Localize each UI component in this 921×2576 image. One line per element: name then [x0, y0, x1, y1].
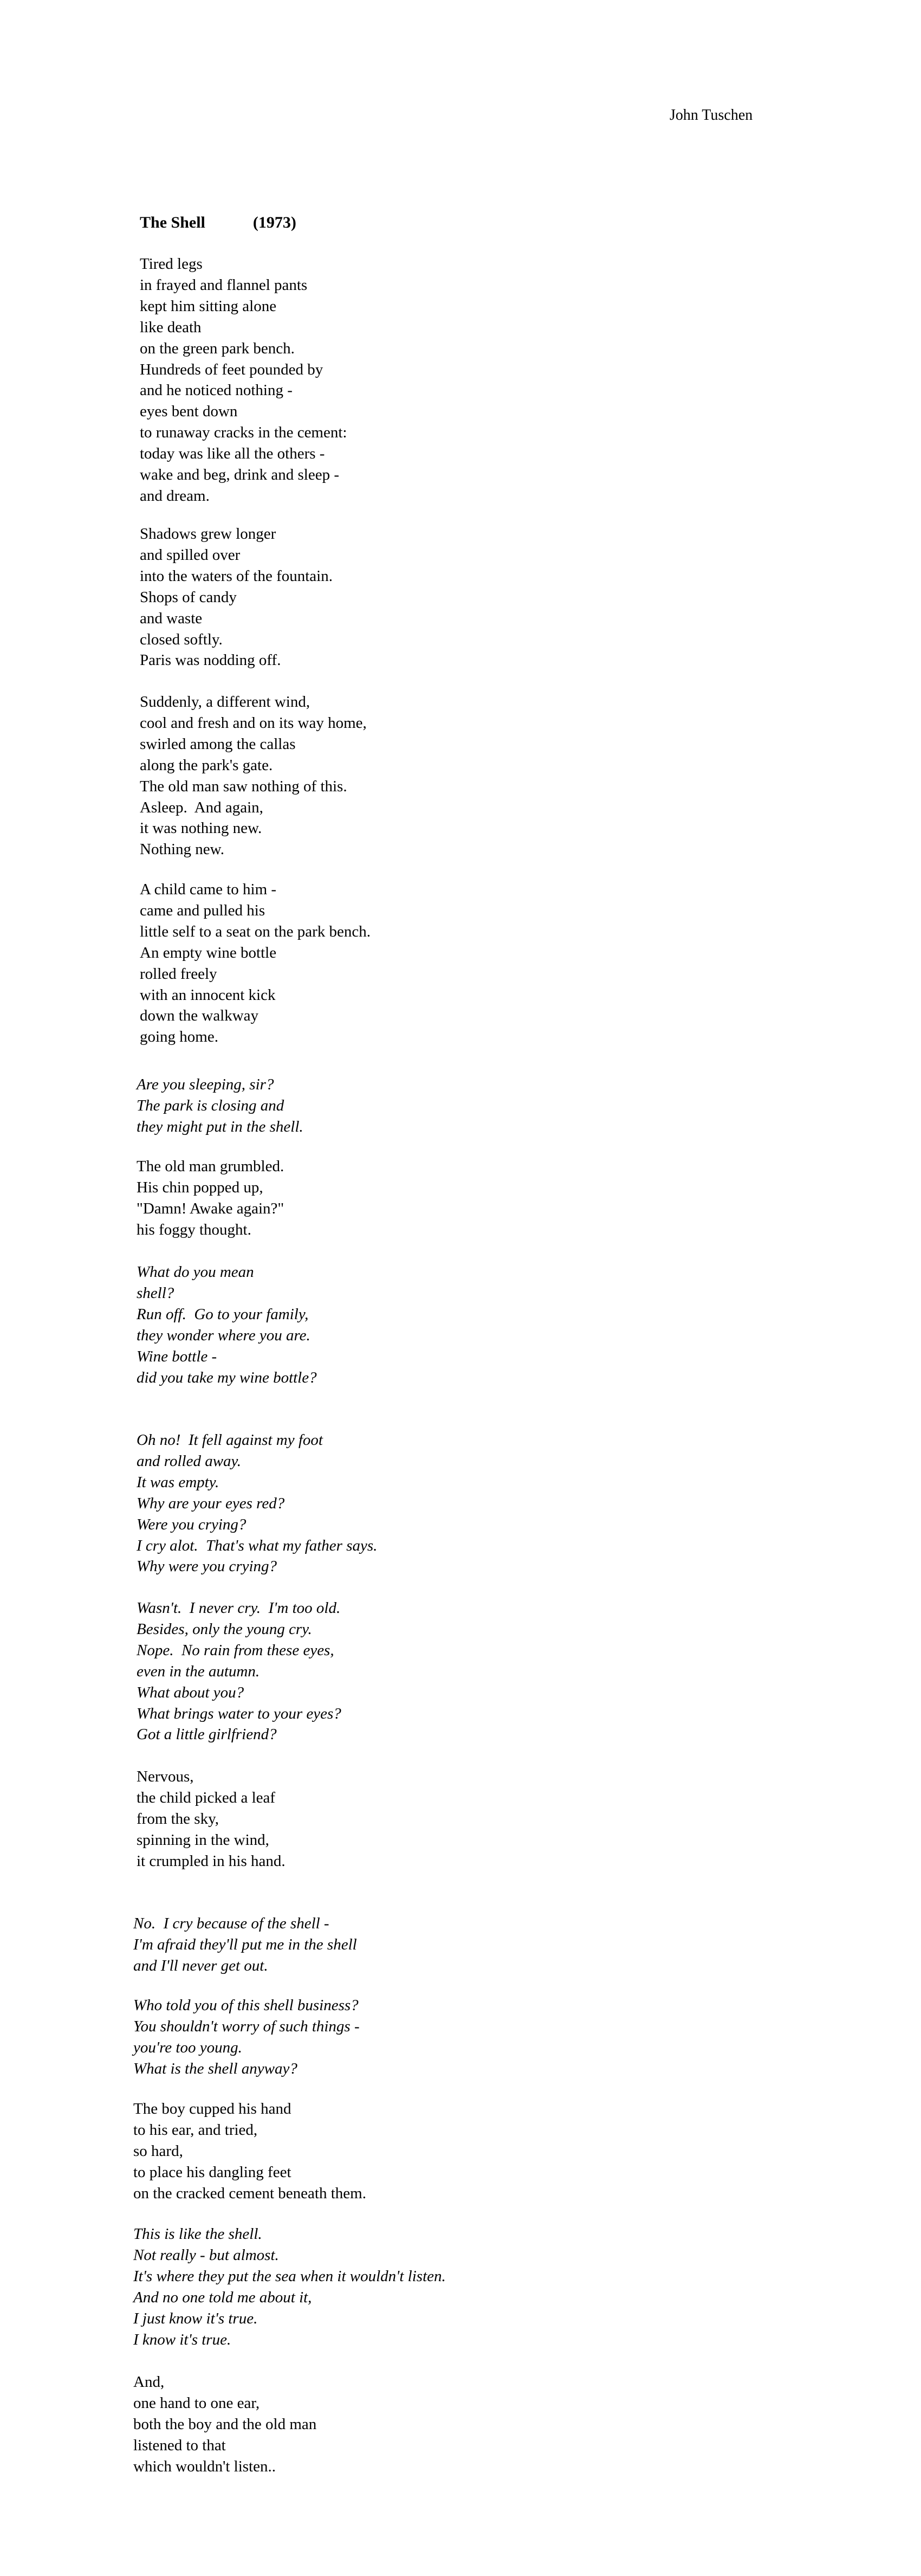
- poem-line: going home.: [140, 1028, 218, 1046]
- poem-line: Nothing new.: [140, 841, 224, 858]
- poem-line: to place his dangling feet: [133, 2163, 291, 2181]
- poem-line: What about you?: [137, 1683, 244, 1701]
- poem-line: Paris was nodding off.: [140, 651, 281, 669]
- poem-line: The old man grumbled.: [137, 1158, 284, 1175]
- poem-line: What do you mean: [137, 1263, 254, 1281]
- poem-line: What brings water to your eyes?: [137, 1705, 341, 1722]
- poem-line: The boy cupped his hand: [133, 2100, 291, 2117]
- poem-line: one hand to one ear,: [133, 2394, 260, 2412]
- stanza: [133, 2372, 316, 2477]
- poem-line: in frayed and flannel pants: [140, 276, 308, 294]
- poem-line: and dream.: [140, 487, 210, 505]
- poem-line: so hard,: [133, 2142, 183, 2160]
- poem-line: Not really - but almost.: [133, 2246, 279, 2264]
- poem-line: Got a little girlfriend?: [137, 1726, 277, 1744]
- poem-line: and rolled away.: [137, 1452, 242, 1470]
- poem-line: both the boy and the old man: [133, 2415, 317, 2433]
- poem-line: I cry alot. That's what my father says.: [137, 1536, 378, 1554]
- poem-line: No. I cry because of the shell -: [133, 1915, 329, 1932]
- poem-line: it was nothing new.: [140, 819, 262, 837]
- poem-line: like death: [140, 318, 202, 336]
- poem-line: came and pulled his: [140, 901, 265, 919]
- poem-line: I know it's true.: [133, 2330, 231, 2348]
- poem-line: wake and beg, drink and sleep -: [140, 466, 340, 484]
- stanza: [137, 1156, 284, 1241]
- poem-line: little self to a seat on the park bench.: [140, 922, 371, 940]
- poem-line: rolled freely: [140, 965, 217, 983]
- poem-line: closed softly.: [140, 630, 223, 648]
- poem-line: on the green park bench.: [140, 339, 295, 357]
- poem-line: and spilled over: [140, 546, 241, 564]
- stanza: [133, 2224, 446, 2350]
- poem-line: to his ear, and tried,: [133, 2121, 258, 2139]
- stanza: [137, 1598, 341, 1745]
- poem-line: swirled among the callas: [140, 735, 296, 753]
- poem-line: and waste: [140, 609, 203, 627]
- poem-title: The Shell: [140, 214, 205, 231]
- poem-line: did you take my wine bottle?: [137, 1368, 317, 1386]
- poem-line: shell?: [137, 1284, 174, 1302]
- author-name: John Tuschen: [670, 107, 753, 124]
- poem-line: with an innocent kick: [140, 986, 276, 1004]
- poem-line: today was like all the others -: [140, 445, 325, 463]
- poem-line: Suddenly, a different wind,: [140, 693, 310, 711]
- stanza: [133, 2099, 366, 2204]
- poem-line: I'm afraid they'll put me in the shell: [133, 1935, 357, 1953]
- stanza: [140, 524, 333, 671]
- poem-line: Who told you of this shell business?: [133, 1997, 359, 2014]
- poem-line: Why were you crying?: [137, 1558, 277, 1576]
- poem-line: It's where they put the sea when it wouldn't listen.: [133, 2267, 446, 2285]
- poem-line: and he noticed nothing -: [140, 382, 293, 399]
- poem-line: His chin popped up,: [137, 1178, 263, 1196]
- poem-line: Besides, only the young cry.: [137, 1620, 312, 1638]
- poem-line: This is like the shell.: [133, 2225, 262, 2243]
- poem-line: The park is closing and: [137, 1096, 284, 1114]
- poem-line: even in the autumn.: [137, 1662, 260, 1680]
- poem-line: Were you crying?: [137, 1515, 247, 1533]
- stanza: [140, 254, 347, 507]
- poem-line: Shadows grew longer: [140, 525, 276, 543]
- poem-line: Asleep. And again,: [140, 798, 263, 816]
- poem-line: "Damn! Awake again?": [137, 1199, 284, 1217]
- poem-line: the child picked a leaf: [137, 1789, 276, 1806]
- poem-line: you're too young.: [133, 2038, 242, 2056]
- poem-line: along the park's gate.: [140, 756, 273, 774]
- poem-line: listened to that: [133, 2436, 226, 2454]
- poem-line: into the waters of the fountain.: [140, 567, 333, 585]
- poem-line: Are you sleeping, sir?: [137, 1076, 274, 1093]
- poem-line: An empty wine bottle: [140, 944, 277, 961]
- poem-line: Why are your eyes red?: [137, 1494, 285, 1512]
- poem-title-row: [140, 214, 296, 232]
- poem-line: his foggy thought.: [137, 1221, 251, 1238]
- stanza: [133, 1913, 357, 1977]
- poem-line: Wine bottle -: [137, 1347, 217, 1365]
- poem-line: Hundreds of feet pounded by: [140, 360, 323, 378]
- poem-line: What is the shell anyway?: [133, 2059, 297, 2077]
- poem-line: Nervous,: [137, 1768, 194, 1785]
- stanza: [137, 1766, 286, 1872]
- poem-line: on the cracked cement beneath them.: [133, 2184, 366, 2202]
- poem-line: eyes bent down: [140, 403, 238, 421]
- stanza: [133, 1995, 360, 2080]
- poem-line: spinning in the wind,: [137, 1831, 269, 1849]
- stanza: [137, 1430, 377, 1577]
- poem-line: from the sky,: [137, 1810, 219, 1828]
- stanza: [140, 879, 371, 1048]
- poem-line: Oh no! It fell against my foot: [137, 1431, 323, 1449]
- poem-line: and I'll never get out.: [133, 1957, 268, 1974]
- poem-line: The old man saw nothing of this.: [140, 777, 347, 795]
- poem-line: You shouldn't worry of such things -: [133, 2017, 360, 2035]
- poem-line: I just know it's true.: [133, 2309, 258, 2327]
- poem-line: they might put in the shell.: [137, 1118, 303, 1135]
- poem-line: which wouldn't listen..: [133, 2457, 276, 2475]
- stanza: [137, 1074, 303, 1138]
- stanza: [140, 692, 367, 860]
- poem-line: they wonder where you are.: [137, 1326, 310, 1344]
- poem-year: (1973): [252, 214, 296, 231]
- poem-line: kept him sitting alone: [140, 297, 277, 315]
- poem-line: Run off. Go to your family,: [137, 1305, 309, 1323]
- poem-line: Wasn't. I never cry. I'm too old.: [137, 1599, 341, 1617]
- poem-line: it crumpled in his hand.: [137, 1852, 286, 1870]
- poem-line: It was empty.: [137, 1473, 219, 1491]
- poem-line: Shops of candy: [140, 588, 237, 606]
- poem-line: down the walkway: [140, 1007, 259, 1025]
- poem-line: A child came to him -: [140, 881, 277, 898]
- poem-line: to runaway cracks in the cement:: [140, 424, 347, 442]
- stanza: [137, 1262, 317, 1388]
- poem-line: Nope. No rain from these eyes,: [137, 1641, 334, 1659]
- poem-line: And no one told me about it,: [133, 2288, 312, 2306]
- poem-line: Tired legs: [140, 255, 203, 273]
- poem-line: And,: [133, 2373, 165, 2391]
- poem-line: cool and fresh and on its way home,: [140, 714, 367, 732]
